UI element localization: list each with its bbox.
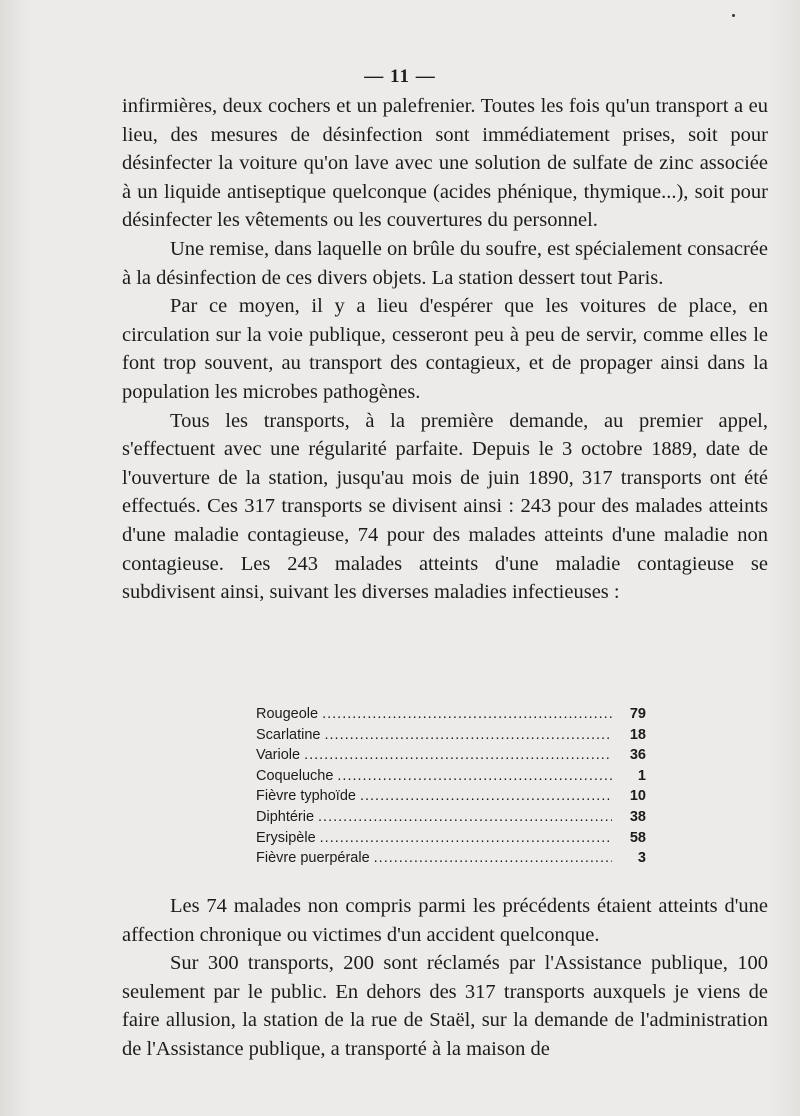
table-row xyxy=(256,704,646,725)
paragraph-4: Tous les transports, à la première demande, au premier appel, s'effectuent avec une régularité parfaite. Depuis le 3 octobre 1889, date de l'ouverture de la station, jusqu'au mois de juin 1890, 317 transports ont été effectués. Ces 317 transports se divisent ainsi : 243 pour des malades atteints d'une maladie contagieuse, 74 pour des malades atteints d'une maladie non contagieuse. Les 243 malades atteints d'une maladie contagieuse se subdivisent ainsi, suivant les diverses maladies infectieuses : xyxy=(122,409,768,604)
dot-leader xyxy=(324,725,612,746)
dot-leader xyxy=(320,828,612,849)
table-row xyxy=(256,807,646,828)
disease-name: Variole xyxy=(256,747,301,764)
paragraph-6: Sur 300 transports, 200 sont réclamés par l'Assistance publique, 100 seulement par le public. En dehors des 317 transports auxquels je viens de faire allusion, la station de la rue de Staël, sur la demande de l'administration de l'Assistance publique, a transporté à la maison de xyxy=(122,952,768,1060)
disease-count: 36 xyxy=(629,747,646,764)
table-row xyxy=(256,828,646,849)
disease-count: 58 xyxy=(629,829,646,846)
disease-name: Diphtérie xyxy=(256,808,315,825)
disease-name: Rougeole xyxy=(256,706,319,722)
body-text-upper xyxy=(122,92,768,607)
dot-leader xyxy=(322,704,612,725)
disease-count: 38 xyxy=(629,808,646,825)
dot-leader xyxy=(318,807,612,828)
disease-name: Erysipèle xyxy=(256,829,316,846)
dot-leader xyxy=(337,766,612,787)
disease-name: Scarlatine xyxy=(256,726,321,743)
disease-count: 1 xyxy=(637,767,646,784)
disease-count: 10 xyxy=(629,788,646,805)
page-number: — 11 — xyxy=(364,66,436,87)
table-row xyxy=(256,745,646,766)
disease-name: Fièvre typhoïde xyxy=(256,788,356,805)
dot-leader xyxy=(374,848,612,869)
paragraph-5: Les 74 malades non compris parmi les précédents étaient atteints d'une affection chronique ou victimes d'un accident quelconque. xyxy=(122,895,768,946)
disease-table xyxy=(256,704,646,869)
disease-count: 79 xyxy=(629,706,646,722)
table-row xyxy=(256,725,646,746)
disease-name: Fièvre puerpérale xyxy=(256,850,370,867)
table-row xyxy=(256,786,646,807)
dot-leader xyxy=(360,786,612,807)
body-text-lower xyxy=(122,892,768,1064)
paragraph-3: Par ce moyen, il y a lieu d'espérer que les voitures de place, en circulation sur la voie publique, cesseront peu à peu de servir, comme elles le font trop souvent, au transport des contagieux, et de propager ainsi dans la population les microbes pathogènes. xyxy=(122,295,768,403)
disease-count: 3 xyxy=(637,850,646,867)
table-row xyxy=(256,848,646,869)
speck-mark xyxy=(732,14,735,17)
table-row xyxy=(256,766,646,787)
disease-count: 18 xyxy=(629,726,646,743)
disease-name: Coqueluche xyxy=(256,767,334,784)
paragraph-2: Une remise, dans laquelle on brûle du soufre, est spécialement consacrée à la désinfection de ces divers objets. La station dessert tout Paris. xyxy=(122,237,768,289)
dot-leader xyxy=(304,745,612,766)
paragraph-1: infirmières, deux cochers et un palefrenier. Toutes les fois qu'un transport a eu lieu, des mesures de désinfection sont immédiatement prises, soit pour désinfecter la voiture qu'on lave avec une solution de sulfate de zinc associée à un liquide antiseptique quelconque (acides phénique, thymique...), soit pour désinfecter les vêtements ou les couvertures du personnel. xyxy=(122,95,768,232)
